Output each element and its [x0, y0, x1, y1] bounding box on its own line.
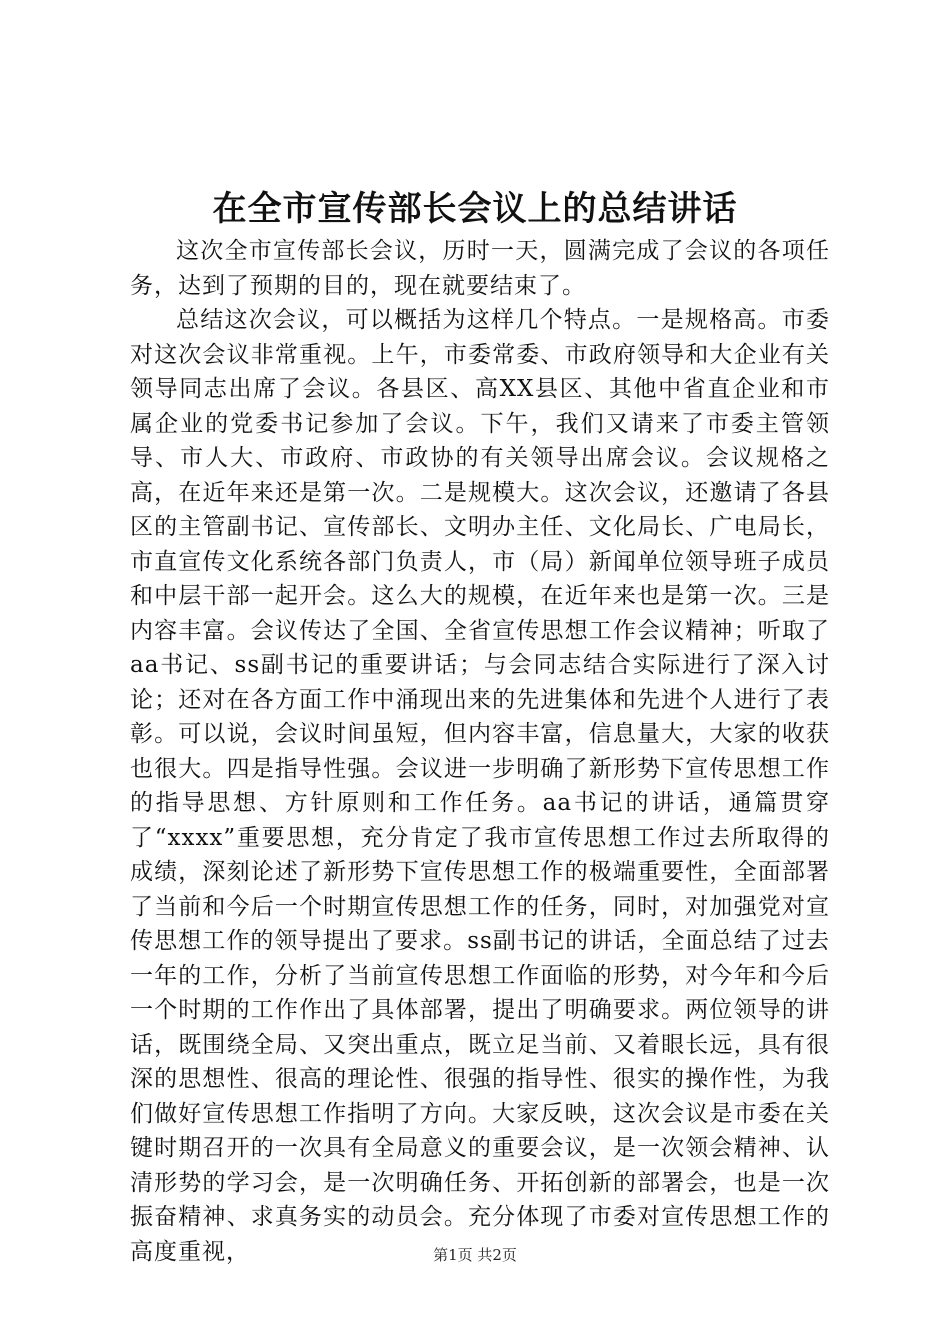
page-number-footer: 第1页 共2页 [433, 1246, 517, 1264]
document-title: 在全市宣传部长会议上的总结讲话 [212, 189, 738, 229]
paragraph: 这次全市宣传部长会议，历时一天，圆满完成了会议的各项任务，达到了预期的目的，现在就要结束了。 [130, 238, 830, 299]
document-body [130, 234, 830, 1269]
paragraph: 总结这次会议，可以概括为这样几个特点。一是规格高。市委对这次会议非常重视。上午，市委常委、市政府领导和大企业有关领导同志出席了会议。各县区、高XX县区、其他中省直企业和市属企业的党委书记参加了会议。下午，我们又请来了市委主管领导、市人大、市政府、市政协的有关领导出席会议。会议规格之高，在近年来还是第一次。二是规模大。这次会议，还邀请了各县区的主管副书记、宣传部长、文明办主任、文化局长、广电局长，市直宣传文化系统各部门负责人，市（局）新闻单位领导班子成员和中层干部一起开会。这么大的规模，在近年来也是第一次。三是内容丰富。会议传达了全国、全省宣传思想工作会议精神；听取了aa书记、ss副书记的重要讲话；与会同志结合实际进行了深入讨论；还对在各方面工作中涌现出来的先进集体和先进个人进行了表彰。可以说，会议时间虽短，但内容丰富，信息量大，大家的收获也很大。四是指导性强。会议进一步明确了新形势下宣传思想工作的指导思想、方针原则和工作任务。aa书记的讲话，通篇贯穿了“xxxx”重要思想，充分肯定了我市宣传思想工作过去所取得的成绩，深刻论述了新形势下宣传思想工作的极端重要性，全面部署了当前和今后一个时期宣传思想工作的任务，同时，对加强党对宣传思想工作的领导提出了要求。ss副书记的讲话，全面总结了过去一年的工作，分析了当前宣传思想工作面临的形势，对今年和今后一个时期的工作作出了具体部署，提出了明确要求。两位领导的讲话，既围绕全局、又突出重点，既立足当前、又着眼长远，具有很深的思想性、很高的理论性、很强的指导性、很实的操作性，为我们做好宣传思想工作指明了方向。大家反映，这次会议是市委在关键时期召开的一次具有全局意义的重要会议，是一次领会精神、认清形势的学习会，是一次明确任务、开拓创新的部署会，也是一次振奋精神、求真务实的动员会。充分体现了市委对宣传思想工作的高度重视， [130, 307, 830, 1265]
